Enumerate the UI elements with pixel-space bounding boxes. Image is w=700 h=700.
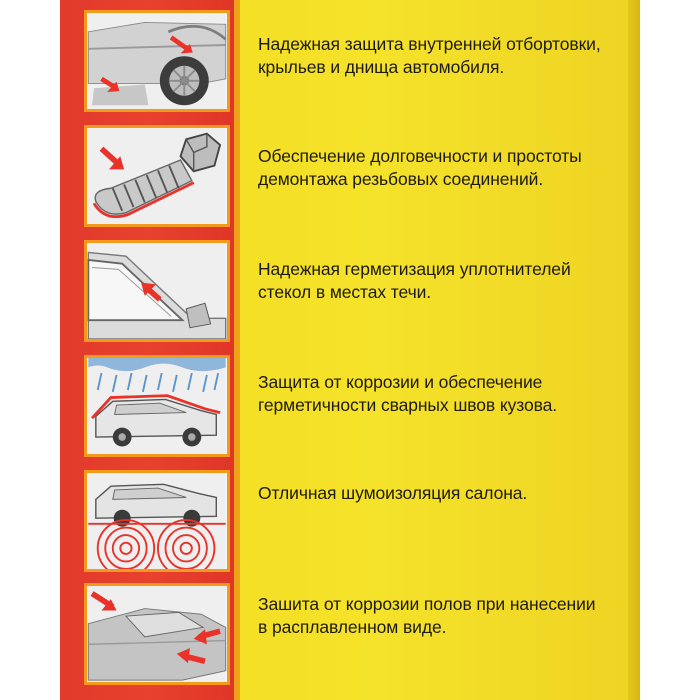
car-floor-icon	[87, 586, 227, 682]
feature-text-6: Зашита от коррозии полов при нанесении в расплавленном виде.	[258, 594, 596, 637]
noise-car-icon	[87, 473, 227, 569]
feature-text-4: Защита от коррозии и обеспечение герметичности сварных швов кузова.	[258, 372, 558, 415]
feature-image-5	[84, 470, 230, 572]
feature-text-2: Обеспечение долговечности и простоты демонтажа резьбовых соединений.	[258, 146, 582, 189]
window-seal-icon	[87, 243, 227, 339]
feature-text-5: Отличная шумоизоляция салона.	[258, 483, 528, 503]
bolt-icon	[87, 128, 227, 224]
feature-text-3: Надежная герметизация уплотнителей стекол в местах течи.	[258, 259, 571, 302]
feature-image-4	[84, 355, 230, 457]
feature-image-6	[84, 583, 230, 685]
wheel-arch-icon	[87, 13, 227, 109]
panel-edge	[628, 0, 640, 700]
feature-image-3	[84, 240, 230, 342]
strip-edge	[234, 0, 240, 700]
feature-image-1	[84, 10, 230, 112]
feature-text-1: Надежная защита внутренней отбортовки, крыльев и днища автомобиля.	[258, 34, 601, 77]
rain-car-icon	[87, 358, 227, 454]
feature-image-2	[84, 125, 230, 227]
